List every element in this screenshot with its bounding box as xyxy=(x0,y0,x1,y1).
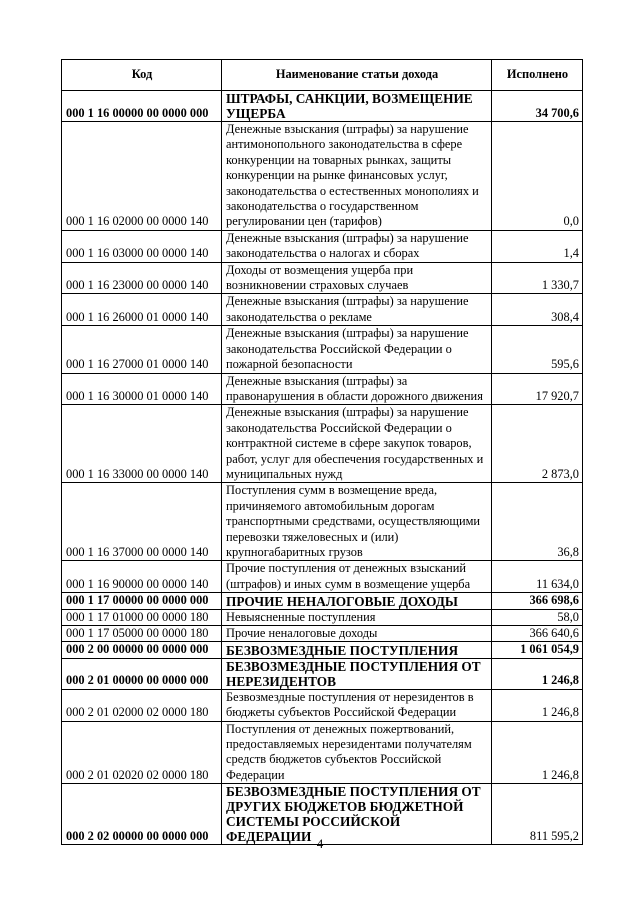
row-value: 1,4 xyxy=(492,230,583,262)
row-name: Поступления от денежных пожертвований, предоставляемых нерезидентами получателям средств бюджетов субъектов Российской Федерации xyxy=(222,721,492,784)
table-row xyxy=(62,561,583,593)
row-name: ШТРАФЫ, САНКЦИИ, ВОЗМЕЩЕНИЕ УЩЕРБА xyxy=(222,91,492,122)
table-row xyxy=(62,658,583,689)
table-row xyxy=(62,230,583,262)
table-row xyxy=(62,626,583,642)
row-name: Денежные взыскания (штрафы) за нарушение законодательства Российской Федерации о контрактной системе в сфере закупок товаров, работ, услуг для обеспечения государственных и муниципальных нужд xyxy=(222,405,492,483)
row-value: 11 634,0 xyxy=(492,561,583,593)
row-value: 2 873,0 xyxy=(492,405,583,483)
table-row xyxy=(62,593,583,609)
row-code: 000 1 16 02000 00 0000 140 xyxy=(62,122,222,231)
table-row xyxy=(62,373,583,405)
row-name: Денежные взыскания (штрафы) за нарушение законодательства Российской Федерации о пожарной безопасности xyxy=(222,326,492,373)
row-name: БЕЗВОЗМЕЗДНЫЕ ПОСТУПЛЕНИЯ xyxy=(222,642,492,658)
table-body xyxy=(62,91,583,845)
table-row xyxy=(62,483,583,561)
row-name: Прочие поступления от денежных взысканий (штрафов) и иных сумм в возмещение ущерба xyxy=(222,561,492,593)
revenue-table xyxy=(61,59,583,845)
row-value: 17 920,7 xyxy=(492,373,583,405)
row-code: 000 2 01 02000 02 0000 180 xyxy=(62,689,222,721)
row-value: 308,4 xyxy=(492,294,583,326)
row-code: 000 1 16 26000 01 0000 140 xyxy=(62,294,222,326)
table-row xyxy=(62,91,583,122)
row-value: 0,0 xyxy=(492,122,583,231)
row-code: 000 1 16 23000 00 0000 140 xyxy=(62,262,222,294)
row-value: 366 640,6 xyxy=(492,626,583,642)
row-code: 000 1 17 00000 00 0000 000 xyxy=(62,593,222,609)
row-code: 000 2 01 00000 00 0000 000 xyxy=(62,658,222,689)
row-name: Прочие неналоговые доходы xyxy=(222,626,492,642)
table-row xyxy=(62,294,583,326)
row-name: Денежные взыскания (штрафы) за нарушение антимонопольного законодательства в сфере конкуренции на товарных рынках, защиты конкуренции на рынке финансовых услуг, законодательства о естественных монополиях и законодательства о государственном регулировании цен (тарифов) xyxy=(222,122,492,231)
table-row xyxy=(62,262,583,294)
table-row xyxy=(62,642,583,658)
page-number: 4 xyxy=(316,836,324,851)
row-code: 000 1 16 33000 00 0000 140 xyxy=(62,405,222,483)
header-code: Код xyxy=(62,60,222,91)
table-row xyxy=(62,609,583,625)
row-code: 000 1 16 37000 00 0000 140 xyxy=(62,483,222,561)
table-row xyxy=(62,122,583,231)
table-row xyxy=(62,405,583,483)
row-code: 000 2 00 00000 00 0000 000 xyxy=(62,642,222,658)
row-name: Поступления сумм в возмещение вреда, причиняемого автомобильным дорогам транспортными средствами, осуществляющими перевозки тяжеловесных и (или) крупногабаритных грузов xyxy=(222,483,492,561)
row-value: 36,8 xyxy=(492,483,583,561)
row-name: ПРОЧИЕ НЕНАЛОГОВЫЕ ДОХОДЫ xyxy=(222,593,492,609)
header-value: Исполнено xyxy=(492,60,583,91)
header-name: Наименование статьи дохода xyxy=(222,60,492,91)
row-name: Денежные взыскания (штрафы) за нарушение законодательства о налогах и сборах xyxy=(222,230,492,262)
row-name: БЕЗВОЗМЕЗДНЫЕ ПОСТУПЛЕНИЯ ОТ ДРУГИХ БЮДЖЕТОВ БЮДЖЕТНОЙ СИСТЕМЫ РОССИЙСКОЙ ФЕДЕРАЦИИ xyxy=(222,784,492,845)
row-code: 000 2 02 00000 00 0000 000 xyxy=(62,784,222,845)
row-code: 000 1 17 05000 00 0000 180 xyxy=(62,626,222,642)
table-row xyxy=(62,721,583,784)
row-code: 000 1 16 90000 00 0000 140 xyxy=(62,561,222,593)
row-code: 000 2 01 02020 02 0000 180 xyxy=(62,721,222,784)
row-code: 000 1 16 00000 00 0000 000 xyxy=(62,91,222,122)
row-value: 366 698,6 xyxy=(492,593,583,609)
row-name: Безвозмездные поступления от нерезидентов в бюджеты субъектов Российской Федерации xyxy=(222,689,492,721)
table-row xyxy=(62,326,583,373)
row-name: Доходы от возмещения ущерба при возникновении страховых случаев xyxy=(222,262,492,294)
row-value: 1 246,8 xyxy=(492,658,583,689)
row-code: 000 1 16 27000 01 0000 140 xyxy=(62,326,222,373)
row-name: Денежные взыскания (штрафы) за нарушение законодательства о рекламе xyxy=(222,294,492,326)
row-value: 1 061 054,9 xyxy=(492,642,583,658)
row-value: 34 700,6 xyxy=(492,91,583,122)
row-value: 595,6 xyxy=(492,326,583,373)
row-value: 58,0 xyxy=(492,609,583,625)
row-code: 000 1 16 30000 01 0000 140 xyxy=(62,373,222,405)
row-value: 1 246,8 xyxy=(492,721,583,784)
table-header-row xyxy=(62,60,583,91)
row-name: Денежные взыскания (штрафы) за правонарушения в области дорожного движения xyxy=(222,373,492,405)
row-code: 000 1 17 01000 00 0000 180 xyxy=(62,609,222,625)
row-name: Невыясненные поступления xyxy=(222,609,492,625)
row-value: 1 246,8 xyxy=(492,689,583,721)
row-value: 1 330,7 xyxy=(492,262,583,294)
table-row xyxy=(62,689,583,721)
row-code: 000 1 16 03000 00 0000 140 xyxy=(62,230,222,262)
row-name: БЕЗВОЗМЕЗДНЫЕ ПОСТУПЛЕНИЯ ОТ НЕРЕЗИДЕНТОВ xyxy=(222,658,492,689)
row-value: 811 595,2 xyxy=(492,784,583,845)
